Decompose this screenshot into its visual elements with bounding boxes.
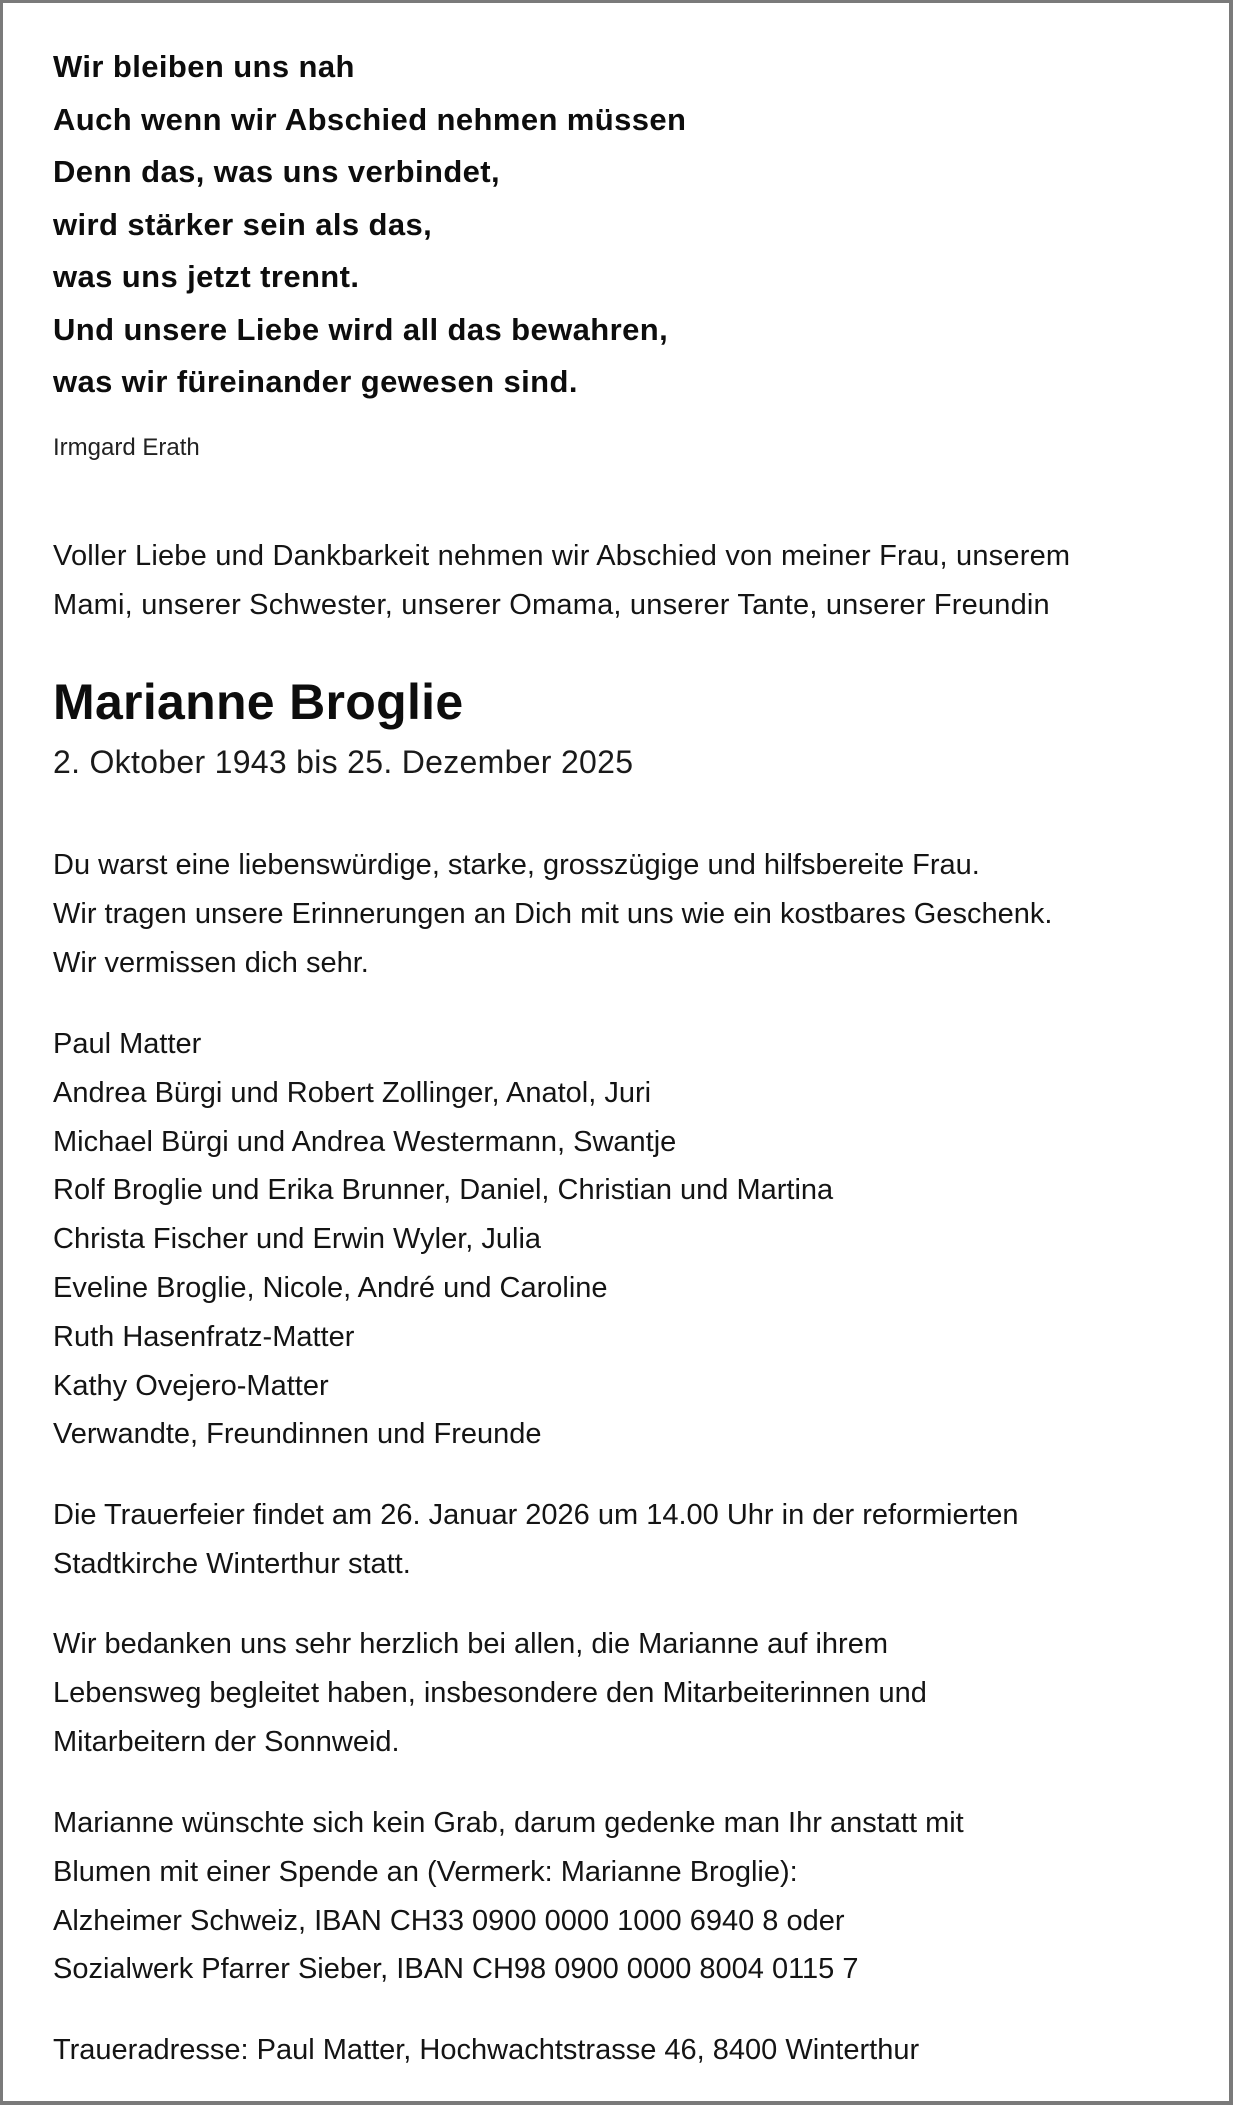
mourner-entry: Kathy Ovejero-Matter xyxy=(53,1369,329,1402)
intro-paragraph xyxy=(53,532,1070,630)
thanks-paragraph xyxy=(53,1620,927,1766)
thanks-line: Mitarbeitern der Sonnweid. xyxy=(53,1725,400,1758)
intro-line: Voller Liebe und Dankbarkeit nehmen wir Abschied von meiner Frau, unserem xyxy=(53,540,1071,572)
mourner-entry: Paul Matter xyxy=(53,1028,202,1060)
tribute-line: Wir vermissen dich sehr. xyxy=(53,946,369,979)
intro-line: Mami, unserer Schwester, unserer Omama, unserer Tante, unserer Freundin xyxy=(53,588,1050,621)
ceremony-line: Stadtkirche Winterthur statt. xyxy=(53,1547,411,1580)
donation-paragraph xyxy=(53,1799,964,1994)
poem-line: was wir füreinander gewesen sind. xyxy=(53,364,578,399)
mourner-entry: Andrea Bürgi und Robert Zollinger, Anatol, Juri xyxy=(53,1076,652,1109)
donation-iban-line: Sozialwerk Pfarrer Sieber, IBAN CH98 0900 0000 8004 0115 7 xyxy=(53,1953,859,1986)
tribute-paragraph xyxy=(53,841,1052,987)
mourning-address: Traueradresse: Paul Matter, Hochwachtstrasse 46, 8400 Winterthur xyxy=(53,2034,920,2066)
ceremony-paragraph xyxy=(53,1491,1019,1589)
poem-author: Irmgard Erath xyxy=(53,434,200,461)
thanks-line: Lebensweg begleitet haben, insbesondere den Mitarbeiterinnen und xyxy=(53,1676,927,1709)
poem-line: Auch wenn wir Abschied nehmen müssen xyxy=(53,101,687,137)
poem xyxy=(53,41,686,409)
tribute-line: Wir tragen unsere Erinnerungen an Dich mit uns wie ein kostbares Geschenk. xyxy=(53,897,1053,930)
mourner-entry: Ruth Hasenfratz-Matter xyxy=(53,1320,355,1353)
mourner-entry: Christa Fischer und Erwin Wyler, Julia xyxy=(53,1223,542,1256)
ceremony-line: Die Trauerfeier findet am 26. Januar 2026 um 14.00 Uhr in der reformierten xyxy=(53,1499,1019,1531)
mourner-entry: Michael Bürgi und Andrea Westermann, Swantje xyxy=(53,1125,677,1158)
poem-line: Wir bleiben uns nah xyxy=(53,49,355,84)
poem-line: was uns jetzt trennt. xyxy=(53,259,360,294)
mourner-entry: Eveline Broglie, Nicole, André und Caroline xyxy=(53,1271,608,1304)
mourners-list xyxy=(53,1020,833,1459)
deceased-name: Marianne Broglie xyxy=(53,674,464,730)
donation-line: Blumen mit einer Spende an (Vermerk: Marianne Broglie): xyxy=(53,1855,798,1888)
donation-iban-line: Alzheimer Schweiz, IBAN CH33 0900 0000 1000 6940 8 oder xyxy=(53,1904,845,1937)
thanks-line: Wir bedanken uns sehr herzlich bei allen, die Marianne auf ihrem xyxy=(53,1628,888,1660)
mourner-entry: Rolf Broglie und Erika Brunner, Daniel, Christian und Martina xyxy=(53,1174,834,1207)
donation-line: Marianne wünschte sich kein Grab, darum gedenke man Ihr anstatt mit xyxy=(53,1807,964,1839)
mourner-entry: Verwandte, Freundinnen und Freunde xyxy=(53,1418,542,1451)
life-dates: 2. Oktober 1943 bis 25. Dezember 2025 xyxy=(53,744,634,780)
poem-line: Und unsere Liebe wird all das bewahren, xyxy=(53,311,669,347)
tribute-line: Du warst eine liebenswürdige, starke, grosszügige und hilfsbereite Frau. xyxy=(53,849,980,881)
poem-line: Denn das, was uns verbindet, xyxy=(53,154,501,189)
poem-line: wird stärker sein als das, xyxy=(53,206,433,242)
